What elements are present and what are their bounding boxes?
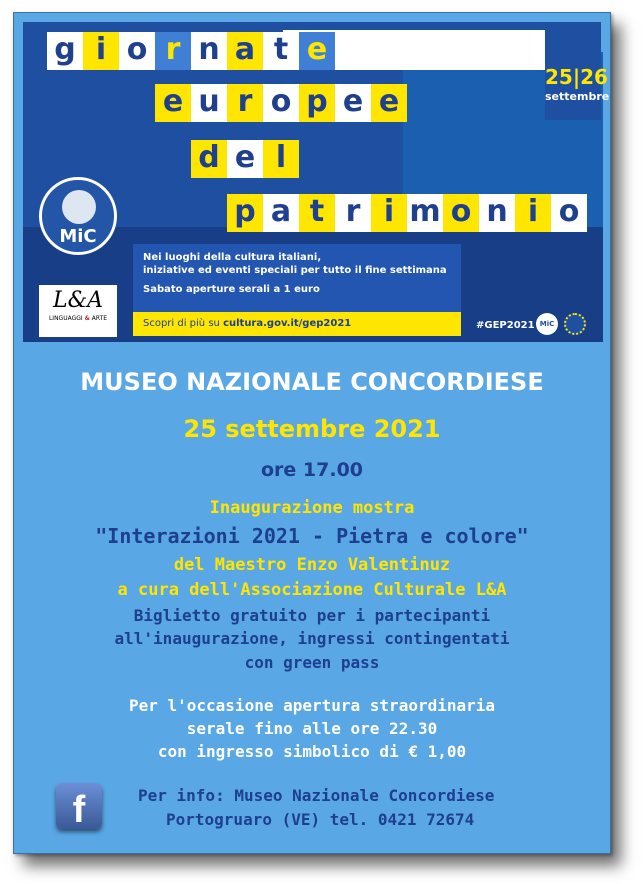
- dates-number: 25|26: [545, 65, 608, 89]
- letter-tile: o: [119, 32, 155, 70]
- scopri-bar: [133, 312, 461, 336]
- scopri-link[interactable]: cultura.gov.it/gep2021: [223, 318, 352, 329]
- eu-stars-icon: [564, 313, 586, 335]
- letter-tile: i: [371, 194, 407, 232]
- exhibition-artist: del Maestro Enzo Valentinuz: [173, 555, 451, 575]
- letter-tile: e: [371, 84, 407, 122]
- letter-tile: e: [299, 32, 335, 70]
- mic-logo-label: MiC: [59, 226, 97, 247]
- contact-line-1: Per info: Museo Nazionale Concordiese: [138, 786, 495, 805]
- letter-tile: n: [191, 32, 227, 70]
- letter-tile: p: [227, 194, 263, 232]
- letter-tile: o: [443, 194, 479, 232]
- letter-tile: g: [47, 32, 83, 70]
- opening-line-1: Per l'occasione apertura straordinaria: [128, 696, 496, 715]
- event-inauguration: Inaugurazione mostra: [209, 498, 415, 518]
- dates-month: settembre: [545, 90, 610, 103]
- la-logo-sub: [39, 315, 117, 322]
- mic-emblem-icon: [62, 190, 96, 224]
- ticket-line-3: con green pass: [244, 653, 380, 672]
- letter-tile: d: [191, 140, 227, 178]
- letter-tile: i: [83, 32, 119, 70]
- la-sub-3: ARTE: [91, 315, 108, 322]
- event-poster: [13, 12, 611, 854]
- museum-name: MUSEO NAZIONALE CONCORDIESE: [80, 368, 544, 396]
- info-line-2: iniziative ed eventi speciali per tutto il fine settimana: [143, 265, 447, 276]
- mic-logo: [39, 177, 117, 255]
- letter-tile: a: [227, 32, 263, 70]
- letter-tile: a: [263, 194, 299, 232]
- mic-small-logo: MiC: [536, 313, 558, 335]
- letter-tile: p: [299, 84, 335, 122]
- event-dates-box: [545, 30, 610, 120]
- info-line-1: Nei luoghi della cultura italiani,: [143, 252, 322, 263]
- ticket-line-2: all'inaugurazione, ingressi contingentati: [114, 629, 510, 648]
- la-sub-2: &: [84, 315, 90, 322]
- letter-tile: e: [335, 84, 371, 122]
- la-sub-1: LINGUAGGI: [48, 315, 83, 322]
- opening-line-2: serale fino alle ore 22.30: [186, 719, 438, 738]
- letter-tile: n: [479, 194, 515, 232]
- exhibition-title: "Interazioni 2021 - Pietra e colore": [95, 524, 529, 548]
- letter-tile: r: [155, 32, 191, 70]
- letter-tile: t: [263, 32, 299, 70]
- contact-line-2: Portogruaro (VE) tel. 0421 72674: [166, 810, 475, 829]
- facebook-icon[interactable]: f: [56, 783, 102, 829]
- letter-tile: o: [551, 194, 587, 232]
- letter-tile: i: [515, 194, 551, 232]
- letter-tile: r: [335, 194, 371, 232]
- gep-banner: [23, 22, 610, 342]
- la-logo-text: L&A: [52, 288, 104, 313]
- event-time: ore 17.00: [260, 459, 364, 481]
- ticket-line-1: Biglietto gratuito per i partecipanti: [133, 606, 491, 625]
- scopri-prefix: Scopri di più su: [143, 318, 224, 329]
- letter-tile: o: [263, 84, 299, 122]
- letter-tile: u: [191, 84, 227, 122]
- event-date: 25 settembre 2021: [183, 415, 441, 443]
- letter-tile: t: [299, 194, 335, 232]
- letter-tile: m: [407, 194, 443, 232]
- hashtag: #GEP2021: [476, 320, 535, 331]
- info-line-3: Sabato aperture serali a 1 euro: [143, 284, 320, 295]
- exhibition-curator: a cura dell'Associazione Culturale L&A: [117, 580, 507, 600]
- letter-tile: e: [155, 84, 191, 122]
- letter-tile: e: [227, 140, 263, 178]
- opening-line-3: con ingresso simbolico di € 1,00: [157, 742, 467, 761]
- la-logo: [39, 285, 117, 337]
- letter-tile: l: [263, 140, 299, 178]
- letter-tile: r: [227, 84, 263, 122]
